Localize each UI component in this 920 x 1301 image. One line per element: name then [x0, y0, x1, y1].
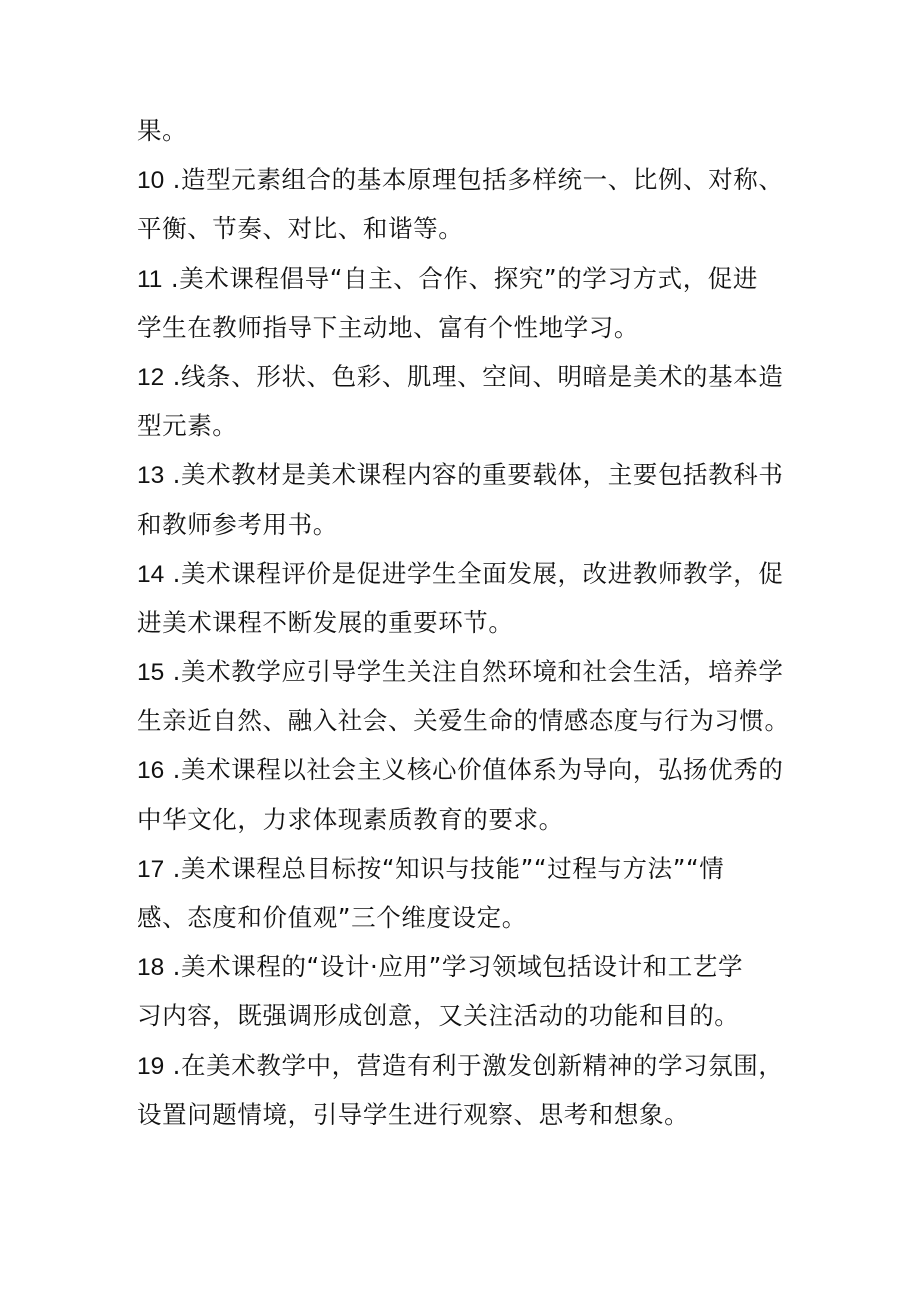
item-number: 16: [137, 757, 165, 785]
numbered-item-19: [137, 1041, 787, 1090]
text-line: [137, 893, 787, 942]
text-line: [137, 696, 790, 745]
numbered-item-10: [137, 155, 787, 204]
numbered-item-15: [137, 647, 787, 696]
line-text: 和教师参考用书。: [137, 509, 338, 539]
line-text: 平衡、节奏、对比、和谐等。: [137, 214, 464, 244]
line-text: 感、态度和价值观”三个维度设定。: [137, 903, 527, 932]
line-text: .美术教学应引导学生关注自然环境和社会生活，培养学: [164, 657, 784, 687]
item-number: 18: [137, 954, 165, 982]
item-number: 10: [137, 167, 165, 195]
line-text: .美术课程总目标按“知识与技能”“过程与方法”“情: [164, 853, 725, 883]
numbered-item-16: [137, 745, 787, 794]
line-text: 型元素。: [137, 411, 238, 441]
line-text: .美术课程倡导“自主、合作、探究”的学习方式，促进: [162, 263, 758, 293]
numbered-item-17: [137, 844, 787, 893]
item-number: 12: [137, 363, 165, 391]
line-text: 中华文化，力求体现素质教育的要求。: [137, 804, 564, 834]
text-line: [137, 303, 787, 352]
line-text: 设置问题情境，引导学生进行观察、思考和想象。: [137, 1099, 690, 1129]
line-text: .美术课程的“设计·应用”学习领域包括设计和工艺学: [164, 952, 744, 982]
line-text: 习内容，既强调形成创意，又关注活动的功能和目的。: [137, 1001, 740, 1031]
numbered-item-14: [137, 549, 787, 598]
item-number: 11: [137, 265, 163, 293]
text-line: [137, 401, 787, 450]
numbered-item-11: [137, 254, 787, 303]
line-text: .美术教材是美术课程内容的重要载体，主要包括教科书: [164, 460, 784, 490]
line-text: 果。: [137, 116, 188, 145]
numbered-item-12: [137, 352, 787, 401]
text-line: [137, 204, 787, 253]
line-text: .造型元素组合的基本原理包括多样统一、比例、对称、: [164, 165, 784, 195]
line-text: .美术课程评价是促进学生全面发展，改进教师教学，促: [164, 558, 784, 588]
numbered-item-18: [137, 942, 787, 991]
item-number: 17: [137, 855, 165, 883]
item-number: 14: [137, 560, 165, 588]
line-text: 生亲近自然、融入社会、关爱生命的情感态度与行为习惯。: [137, 706, 790, 736]
text-line: [137, 598, 787, 647]
text-line: [137, 500, 787, 549]
document-body: [137, 106, 790, 1139]
line-text: 进美术课程不断发展的重要环节。: [137, 607, 514, 637]
line-text: .线条、形状、色彩、肌理、空间、明暗是美术的基本造: [164, 361, 784, 391]
item-number: 15: [137, 659, 165, 687]
line-text: .在美术教学中，营造有利于激发创新精神的学习氛围，: [164, 1050, 784, 1080]
text-line: [137, 106, 787, 155]
text-line: [137, 795, 787, 844]
line-text: .美术课程以社会主义核心价值体系为导向，弘扬优秀的: [164, 755, 784, 785]
text-line: [137, 1090, 787, 1139]
item-number: 13: [137, 462, 165, 490]
item-number: 19: [137, 1052, 165, 1080]
text-line: [137, 991, 787, 1040]
numbered-item-13: [137, 450, 787, 499]
line-text: 学生在教师指导下主动地、富有个性地学习。: [137, 312, 639, 342]
